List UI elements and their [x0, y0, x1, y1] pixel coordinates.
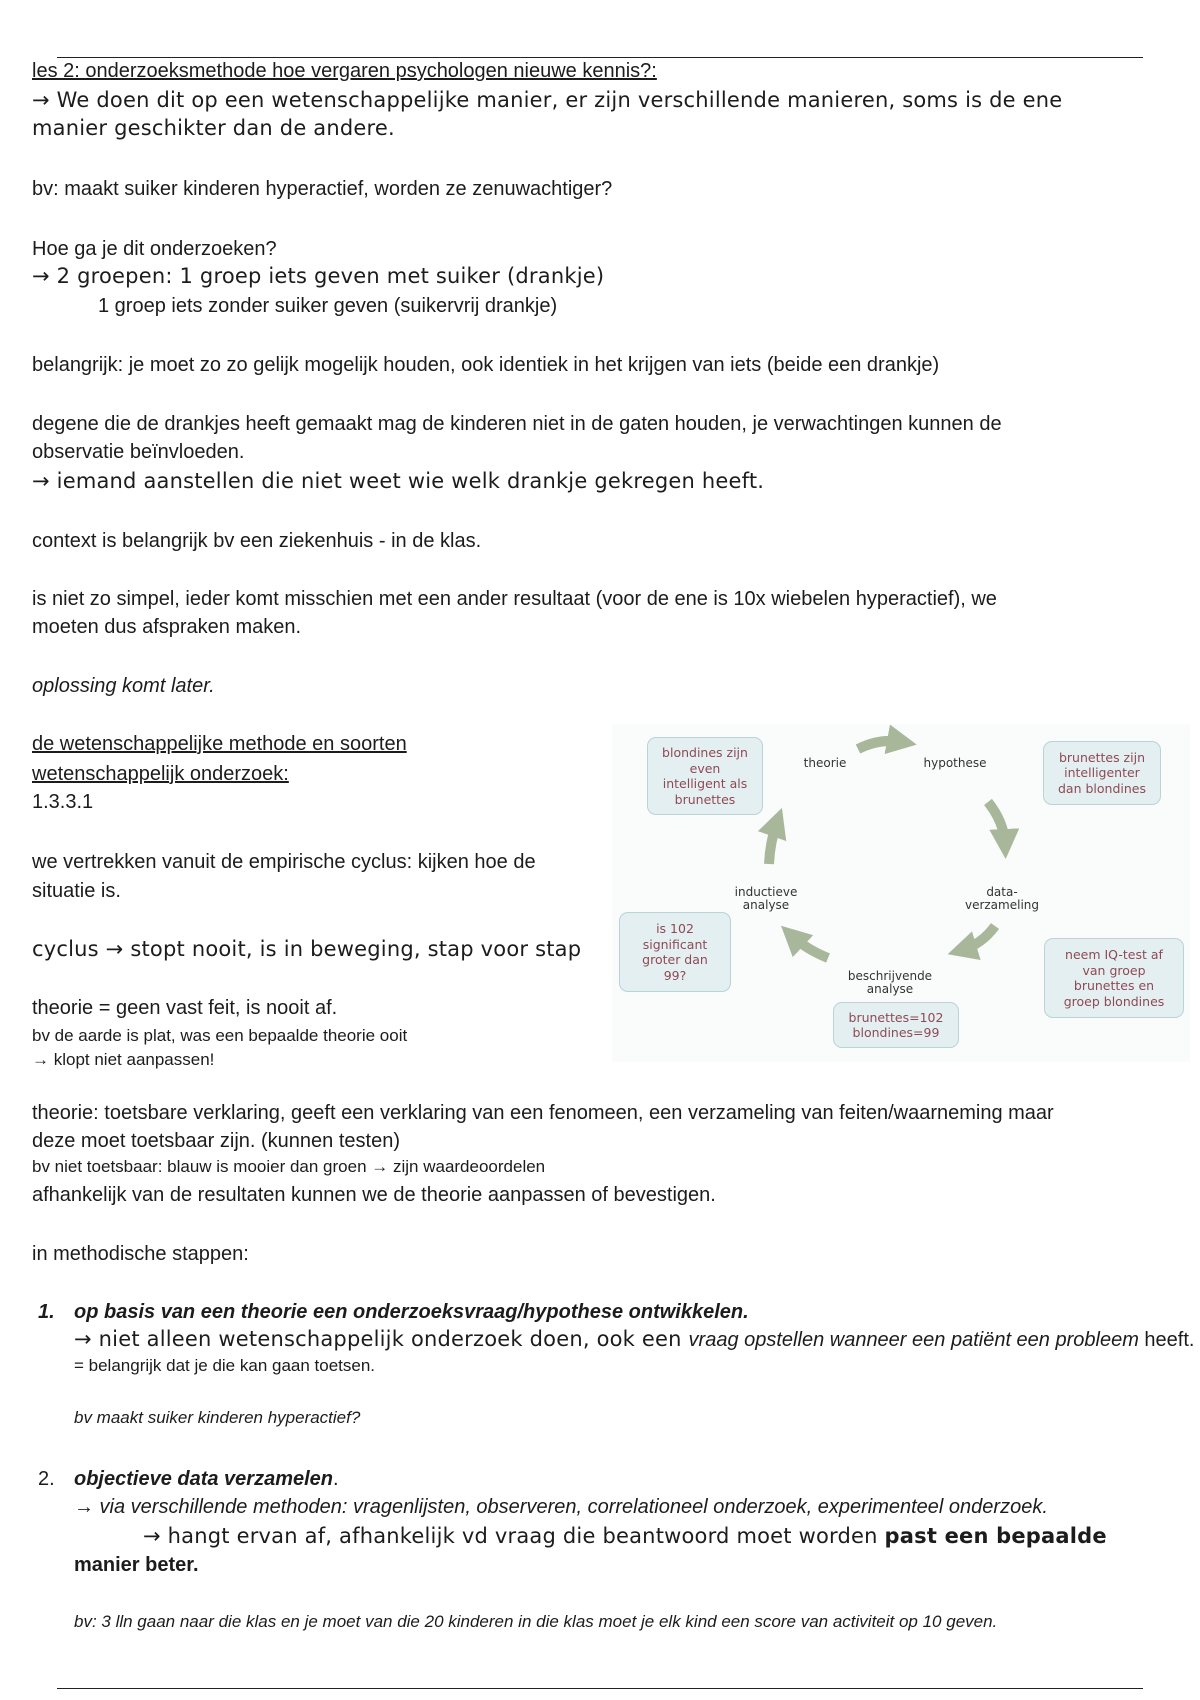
step-2-line-2b: past een bepaalde [884, 1524, 1107, 1548]
node-induct-line1: inductieve [734, 885, 798, 899]
box-iq-line2: van groep [1082, 962, 1146, 978]
section-number: 1.3.3.1 [32, 791, 94, 813]
box-scores-line2: blondines=99 [852, 1025, 940, 1040]
node-data-line2: verzameling [964, 898, 1040, 912]
box-scores [833, 1002, 959, 1048]
node-theorie: theorie [803, 756, 847, 770]
cycle-line-1: we vertrekken vanuit de empirische cyclus: kijken hoe de [32, 851, 536, 873]
intro-line-1: → We doen dit op een wetenschappelijke manier, er zijn verschillende manieren, soms is de ene [32, 88, 1063, 112]
blind-line-1: degene die de drankjes heeft gemaakt mag de kinderen niet in de gaten houden, je verwachtingen kunnen de [32, 413, 1002, 435]
node-dataverzameling [962, 886, 1042, 912]
step-2-line-2 [143, 1522, 1107, 1550]
box-blondines-line2: even [689, 760, 721, 776]
arrow-inductief-theorie [769, 822, 777, 864]
definition-line-4: afhankelijk van de resultaten kunnen we de theorie aanpassen of bevestigen. [32, 1184, 716, 1206]
step-1-line-1b: vraag opstellen wanneer een patiënt een probleem [688, 1329, 1139, 1351]
definition-line-3: bv niet toetsbaar: blauw is mooier dan groen → zijn waardeoordelen [32, 1157, 546, 1176]
node-beschr-line1: beschrijvende [847, 969, 933, 983]
box-significant-line4: 99? [663, 967, 687, 983]
theory-line-3: → klopt niet aanpassen! [32, 1050, 215, 1069]
box-significant-line1: is 102 [656, 921, 694, 936]
method-heading-2: wetenschappelijk onderzoek: [32, 763, 289, 785]
step-2-number: 2. [38, 1468, 55, 1490]
simple-line-1: is niet zo simpel, ieder komt misschien met een ander resultaat (voor de ene is 10x wiebelen hyperactief), we [32, 588, 997, 610]
step-2-line-1: → via verschillende methoden: vragenlijsten, observeren, correlationeel onderzoek, experimenteel onderzoek. [74, 1496, 1048, 1518]
arrow-hypothese-data [988, 802, 1005, 844]
method-heading-1: de wetenschappelijke methode en soorten [32, 733, 407, 755]
step-1-example: bv maakt suiker kinderen hyperactief? [74, 1408, 361, 1427]
cycle-line-3: cyclus → stopt nooit, is in beweging, stap voor stap [32, 937, 582, 961]
definition-line-2: deze moet toetsbaar zijn. (kunnen testen) [32, 1130, 400, 1152]
step-1-line-2: = belangrijk dat je die kan gaan toetsen. [74, 1356, 376, 1375]
step-1-title: op basis van een theorie een onderzoeksvraag/hypothese ontwikkelen. [74, 1301, 749, 1323]
step-1-line-1a: → niet alleen wetenschappelijk onderzoek doen, ook een [74, 1327, 689, 1351]
box-brunettes-line3: dan blondines [1057, 780, 1146, 796]
box-brunettes-line1: brunettes zijn [1058, 749, 1145, 765]
box-blondines-even-intelligent [647, 737, 763, 815]
box-blondines-line3: intelligent als [662, 776, 748, 791]
box-blondines-line1: blondines zijn [662, 745, 748, 760]
definition-line-1: theorie: toetsbare verklaring, geeft een verklaring van een fenomeen, een verzameling van feiten/waarneming maar [32, 1102, 1054, 1124]
step-1-number: 1. [38, 1301, 55, 1323]
arrow-beschrijvend-inductief [792, 936, 828, 958]
important-note: belangrijk: je moet zo zo gelijk mogelijk houden, ook identiek in het krijgen van iets (beide een drankje) [32, 354, 940, 376]
question-how: Hoe ga je dit onderzoeken? [32, 238, 277, 260]
box-significant [619, 912, 731, 992]
node-beschr-line2: analyse [866, 982, 914, 996]
step-2-example: bv: 3 lln gaan naar die klas en je moet van die 20 kinderen in die klas moet je elk kind een score van activiteit op 10 geven. [74, 1612, 998, 1631]
node-data-line1: data- [986, 885, 1018, 899]
box-brunettes-intelligenter [1043, 741, 1161, 805]
box-iq-line1: neem IQ-test af [1065, 947, 1163, 962]
theory-line-1: theorie = geen vast feit, is nooit af. [32, 997, 338, 1019]
simple-line-2: moeten dus afspraken maken. [32, 616, 302, 638]
box-brunettes-line2: intelligenter [1064, 765, 1140, 781]
groups-line-2: 1 groep iets zonder suiker geven (suikervrij drankje) [98, 295, 558, 317]
box-iq-line3: brunettes en [1073, 978, 1155, 993]
step-2-title [74, 1465, 339, 1493]
box-scores-line1: brunettes=102 [848, 1009, 944, 1025]
box-blondines-line4: brunettes [674, 791, 736, 807]
box-significant-line3: groter dan [642, 952, 708, 967]
step-2-line-2a: → hangt ervan af, afhankelijk vd vraag die beantwoord moet worden [143, 1524, 885, 1548]
arrow-theorie-hypothese [858, 741, 902, 749]
cycle-line-2: situatie is. [32, 880, 121, 902]
box-iq-test [1044, 938, 1184, 1018]
empirical-cycle-diagram [612, 724, 1190, 1062]
blind-line-2: observatie beïnvloeden. [32, 441, 245, 463]
intro-line-2: manier geschikter dan de andere. [32, 116, 395, 140]
theory-line-2: bv de aarde is plat, was een bepaalde theorie ooit [32, 1026, 408, 1045]
step-1-line-1c: heeft. [1138, 1329, 1195, 1351]
page-title: les 2: onderzoeksmethode hoe vergaren psychologen nieuwe kennis?: [32, 60, 657, 82]
step-1-line-1 [74, 1325, 1194, 1354]
node-induct-line2: analyse [742, 898, 790, 912]
node-beschrijvende-analyse [840, 970, 940, 996]
step-2-line-3: manier beter. [74, 1554, 199, 1576]
steps-intro: in methodische stappen: [32, 1243, 249, 1265]
groups-line-1: → 2 groepen: 1 groep iets geven met suiker (drankje) [32, 264, 605, 288]
arrow-data-beschrijvend [962, 926, 995, 950]
step-2-title-dot: . [333, 1468, 339, 1490]
box-iq-line4: groep blondines [1063, 993, 1165, 1009]
box-significant-line2: significant [642, 936, 708, 952]
blind-line-3: → iemand aanstellen die niet weet wie welk drankje gekregen heeft. [32, 469, 765, 493]
solution-later: oplossing komt later. [32, 675, 215, 697]
bottom-rule [57, 1688, 1143, 1689]
node-hypothese: hypothese [923, 756, 987, 770]
step-2-title-text: objectieve data verzamelen [74, 1468, 334, 1490]
node-inductieve-analyse [726, 886, 806, 912]
context-note: context is belangrijk bv een ziekenhuis - in de klas. [32, 530, 482, 552]
example-sugar: bv: maakt suiker kinderen hyperactief, worden ze zenuwachtiger? [32, 178, 613, 200]
